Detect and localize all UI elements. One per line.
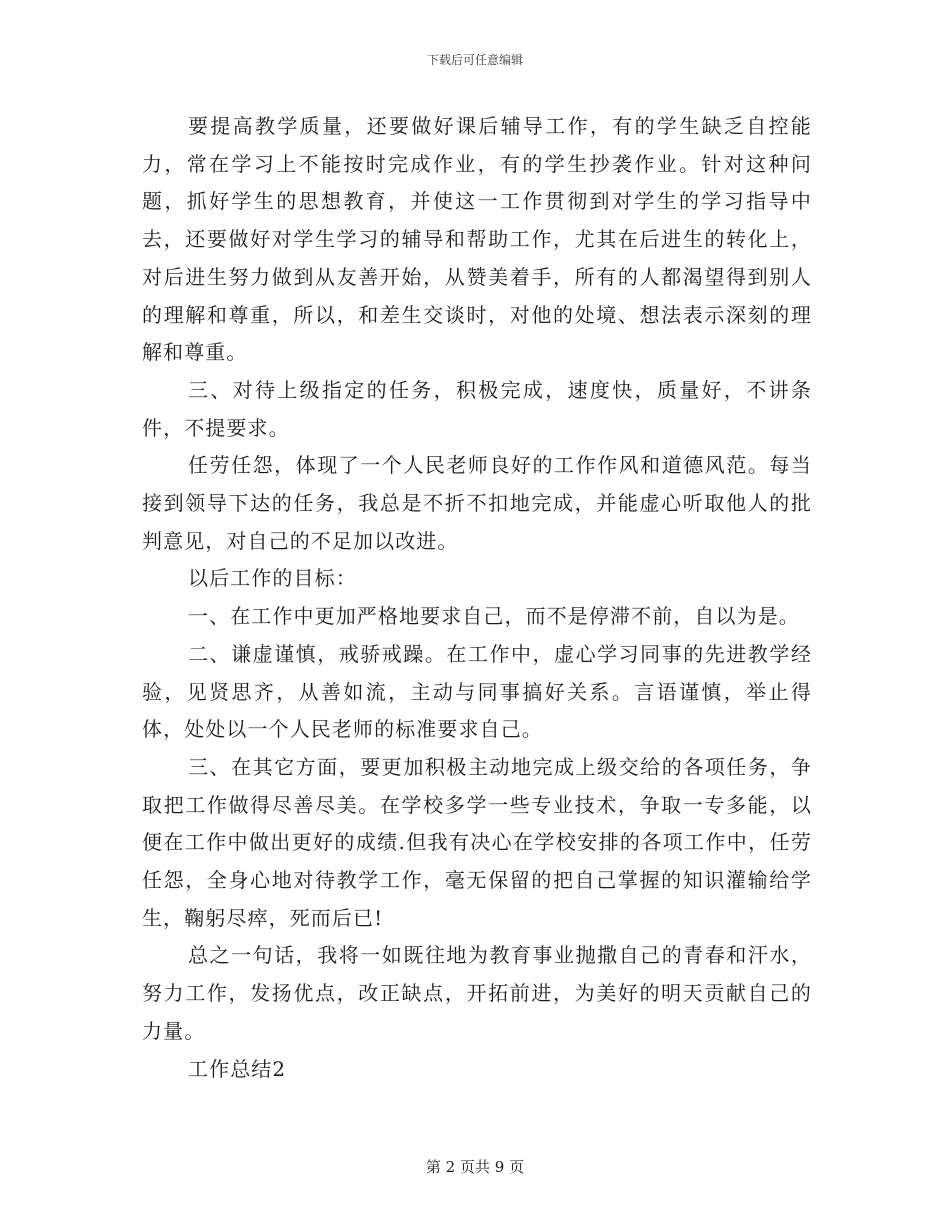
page-header: 下载后可任意编辑 <box>426 53 523 67</box>
section-title-summary-2: 工作总结2 <box>188 1056 287 1081</box>
paragraph-tutoring: 要提高教学质量，还要做好课后辅导工作，有的学生缺乏自控能力，常在学习上不能按时完成作业，有的学生抄袭作业。针对这种问题，抓好学生的思想教育，并使这一工作贯彻到对学生的学习指导中去，还要做好对学生学习的辅导和帮助工作，尤其在后进生的转化上，对后进生努力做到从友善开始，从赞美着手，所有的人都渴望得到别人的理解和尊重，所以，和差生交谈时，对他的处境、想法表示深刻的理解和尊重。 <box>142 114 812 365</box>
paragraph-goals-heading: 以后工作的目标： <box>188 566 357 591</box>
paragraph-work-style: 任劳任怨，体现了一个人民老师良好的工作作风和道德风范。每当接到领导下达的任务，我总是不折不扣地完成，并能虚心听取他人的批判意见，对自己的不足加以改进。 <box>142 453 812 553</box>
paragraph-goal-three: 三、在其它方面，要更加积极主动地完成上级交给的各项任务，争取把工作做得尽善尽美。在学校多学一些专业技术，争取一专多能，以便在工作中做出更好的成绩.但我有决心在学校安排的各项工作中，任劳任怨，全身心地对待教学工作，毫无保留的把自己掌握的知识灌输给学生，鞠躬尽瘁，死而后已! <box>142 754 812 930</box>
paragraph-conclusion: 总之一句话，我将一如既往地为教育事业抛撒自己的青春和汗水，努力工作，发扬优点，改正缺点，开拓前进，为美好的明天贡献自己的力量。 <box>142 943 812 1043</box>
paragraph-tasks-heading: 三、对待上级指定的任务，积极完成，速度快，质量好，不讲条件，不提要求。 <box>142 377 812 440</box>
page-number-footer: 第 2 页共 9 页 <box>425 1158 525 1176</box>
paragraph-goal-one: 一、在工作中更加严格地要求自己，而不是停滞不前，自以为是。 <box>188 604 800 629</box>
document-body <box>142 108 812 1088</box>
paragraph-goal-two: 二、谦虚谨慎，戒骄戒躁。在工作中，虚心学习同事的先进教学经验，见贤思齐，从善如流，主动与同事搞好关系。言语谨慎，举止得体，处处以一个人民老师的标准要求自己。 <box>142 641 812 742</box>
